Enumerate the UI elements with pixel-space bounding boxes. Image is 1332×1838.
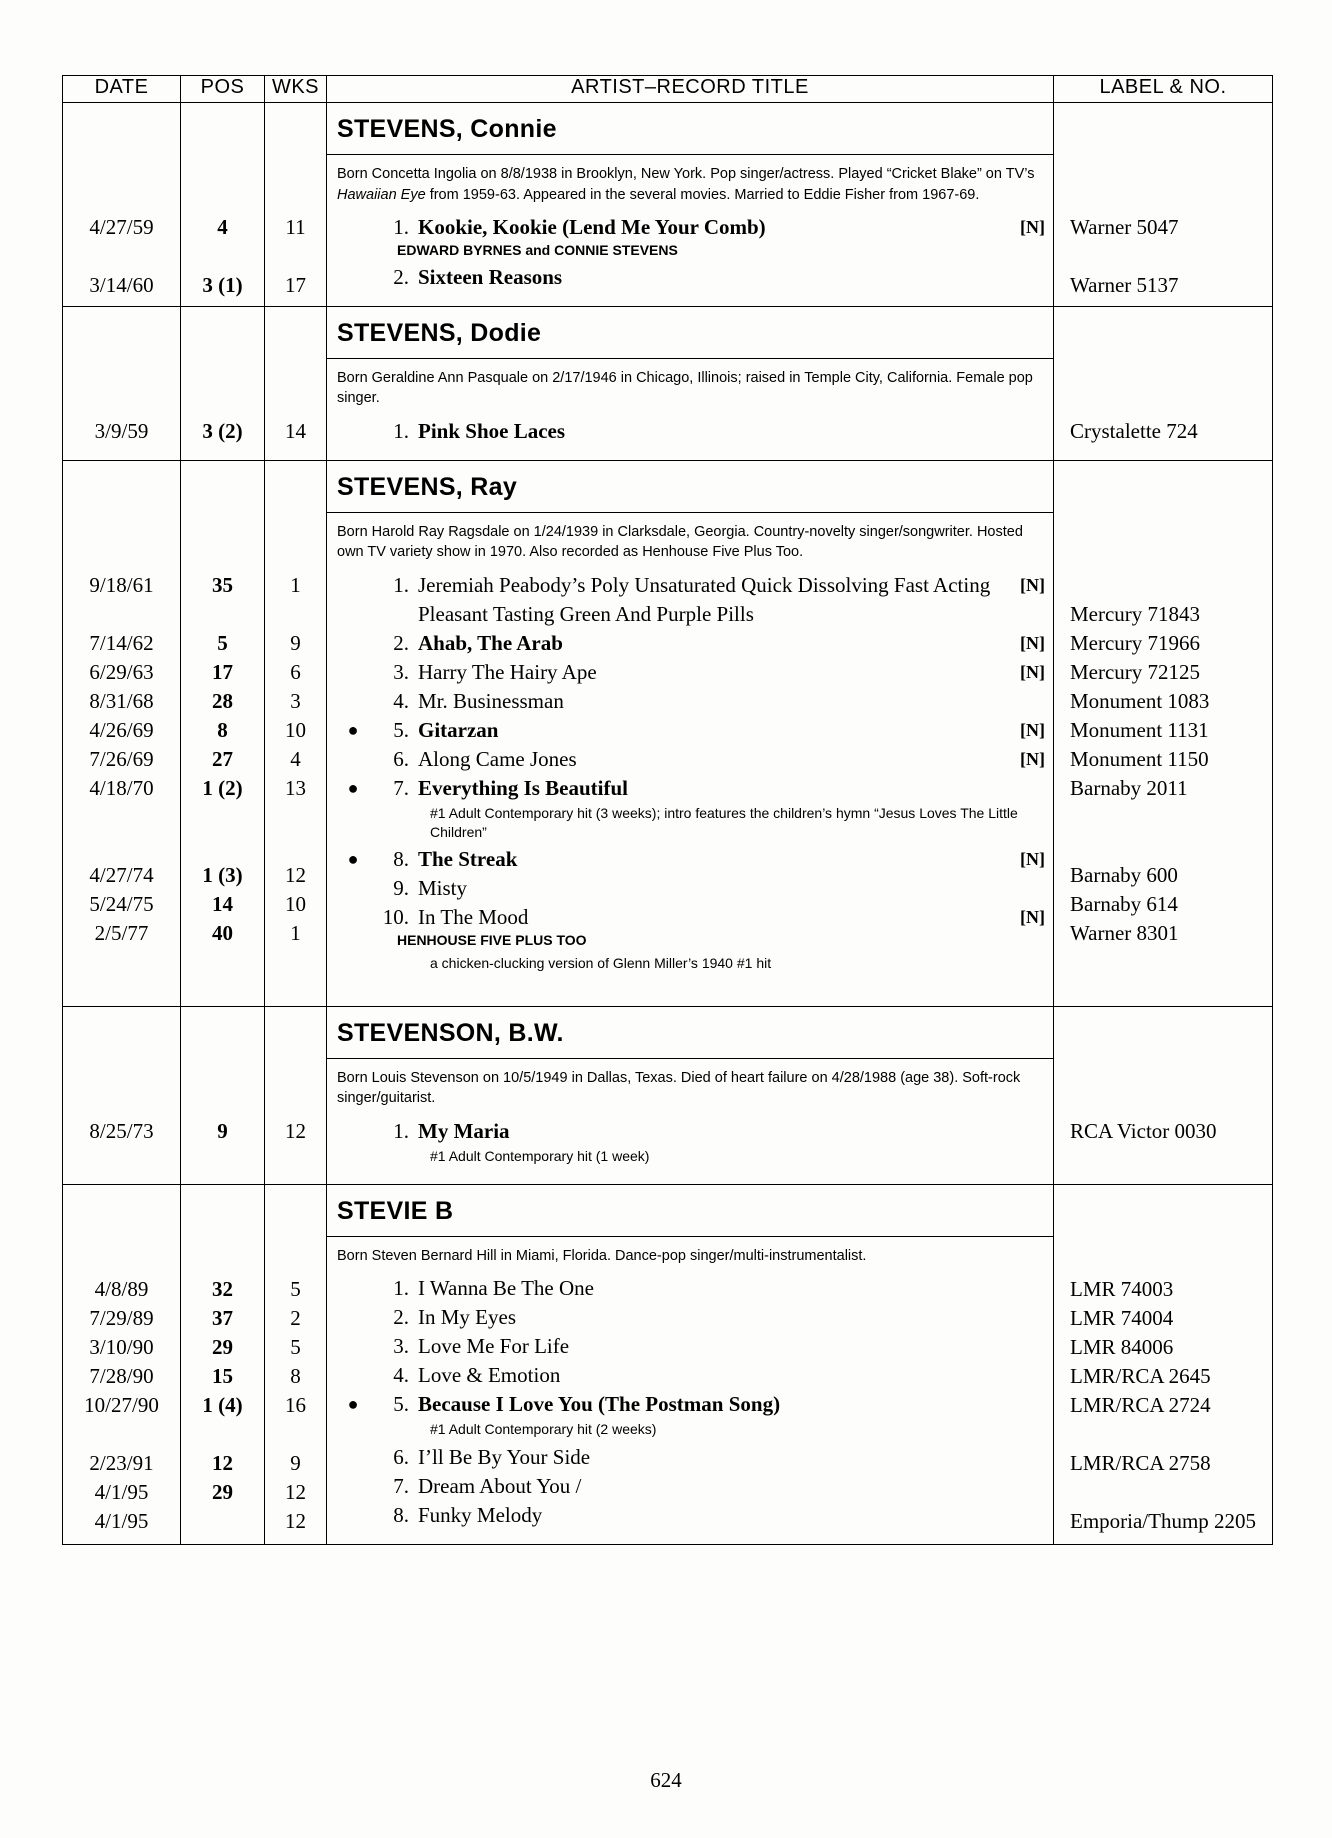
column-offset: [63, 1185, 180, 1275]
label-value: Barnaby 600: [1070, 862, 1178, 887]
pos-value: 32: [212, 1276, 233, 1301]
wks-value: 5: [290, 1276, 301, 1301]
block-spacer: [327, 1170, 1053, 1184]
column-header-pos: POS: [181, 76, 265, 103]
hot-pick-bullet-icon: ●: [347, 849, 359, 870]
pos-cell: [181, 1006, 265, 1184]
artist-bio: Born Harold Ray Ragsdale on 1/24/1939 in Clarksdale, Georgia. Country-novelty singer/songwriter. Hosted own TV variety show in 1970. Also recorded as Henhouse Five Plus Too.: [337, 523, 1023, 561]
wks-value: 8: [290, 1363, 301, 1388]
song-number: 7.: [393, 1473, 409, 1498]
artist-name: STEVENS, Dodie: [327, 307, 1053, 359]
blank-line: [63, 1420, 180, 1449]
song-number: 4.: [393, 1363, 409, 1388]
pos-cell: [181, 1184, 265, 1544]
song-title: [N] Harry The Hairy Ape: [418, 658, 1053, 687]
novelty-tag: [N]: [1020, 217, 1045, 238]
song-number: 2.: [393, 1305, 409, 1330]
song-row: [327, 1501, 1053, 1530]
blank-line: [181, 977, 264, 1006]
wks-value: 10: [285, 717, 306, 742]
wks-value: 12: [285, 1118, 306, 1143]
song-title: Mr. Businessman: [418, 688, 564, 713]
song-list: [327, 1274, 1053, 1530]
song-title: Dream About You /: [418, 1473, 582, 1498]
song-number: 9.: [393, 876, 409, 901]
blank-line: [63, 1146, 180, 1175]
blank-line: [181, 600, 264, 629]
song-row: [327, 1390, 1053, 1419]
wks-value: 9: [290, 1450, 301, 1475]
song-title: Funky Melody: [418, 1502, 543, 1527]
blank-line: [1054, 803, 1272, 832]
song-number: 5.: [393, 717, 409, 742]
song-number: 7.: [393, 775, 409, 800]
date-value: 4/1/95: [94, 1479, 149, 1504]
date-cell: [63, 460, 181, 1006]
wks-value: 1: [290, 572, 301, 597]
song-row: [327, 1117, 1053, 1146]
pos-value: 17: [212, 659, 233, 684]
date-value: 3/10/90: [89, 1334, 154, 1359]
artist-name: STEVIE B: [327, 1185, 1053, 1237]
song-row: [327, 716, 1053, 745]
artist-name: STEVENS, Ray: [327, 461, 1053, 513]
date-value: 7/29/89: [89, 1305, 154, 1330]
song-row: [327, 903, 1053, 932]
blank-line: [1054, 571, 1272, 600]
column-offset: [265, 461, 326, 571]
wks-value: 11: [285, 215, 306, 239]
label-value: LMR 74003: [1070, 1276, 1174, 1301]
date-value: 3/14/60: [89, 273, 154, 297]
wks-value: 3: [290, 688, 301, 713]
blank-line: [63, 977, 180, 1006]
song-row: [327, 629, 1053, 658]
song-row: [327, 774, 1053, 803]
label-value: Warner 5047: [1070, 215, 1179, 239]
blank-line: [1054, 977, 1272, 1006]
song-title: My Maria: [418, 1118, 510, 1143]
song-number: 6.: [393, 1444, 409, 1469]
date-value: 5/24/75: [89, 891, 154, 916]
song-title: [N] Kookie, Kookie (Lend Me Your Comb): [418, 213, 1053, 242]
column-offset: [181, 1185, 264, 1275]
novelty-tag: [N]: [1020, 907, 1045, 928]
column-offset: [181, 461, 264, 571]
blank-line: [181, 832, 264, 861]
song-number: 6.: [393, 746, 409, 771]
label-cell: [1054, 1184, 1273, 1544]
song-title: Misty: [418, 876, 468, 901]
label-cell: [1054, 103, 1273, 307]
song-number: 1.: [393, 215, 409, 240]
song-row: [327, 1472, 1053, 1501]
label-cell: [1054, 306, 1273, 460]
artist-block-row: [63, 1006, 1273, 1184]
pos-value: 35: [212, 572, 233, 597]
wks-value: 5: [290, 1334, 301, 1359]
artist-block-row: [63, 103, 1273, 307]
artist-name: STEVENSON, B.W.: [327, 1007, 1053, 1059]
song-title: Everything Is Beautiful: [418, 775, 629, 800]
artist-bio: Born Louis Stevenson on 10/5/1949 in Dallas, Texas. Died of heart failure on 4/28/1988 (age 38). Soft-rock singer/guitarist.: [337, 1069, 1021, 1107]
blank-line: [181, 803, 264, 832]
label-value: LMR 84006: [1070, 1334, 1174, 1359]
song-list: [327, 1117, 1053, 1170]
pos-cell: [181, 103, 265, 307]
table-header: [63, 76, 1273, 103]
date-value: 4/1/95: [94, 1508, 149, 1533]
pos-value: 40: [212, 920, 233, 945]
wks-cell: [265, 103, 327, 307]
song-number: 2.: [393, 264, 409, 289]
pos-cell: [181, 306, 265, 460]
pos-value: 15: [212, 1363, 233, 1388]
date-value: 4/26/69: [89, 717, 154, 742]
date-cell: [63, 1006, 181, 1184]
blank-line: [63, 242, 180, 271]
song-row: [327, 874, 1053, 903]
song-note: a chicken-clucking version of Glenn Miller’s 1940 #1 hit: [430, 954, 772, 971]
song-row: [327, 1274, 1053, 1303]
wks-value: 2: [290, 1305, 301, 1330]
date-value: 4/18/70: [89, 775, 154, 800]
label-cell: [1054, 1006, 1273, 1184]
wks-cell: [265, 1006, 327, 1184]
label-cell: [1054, 460, 1273, 1006]
billboard-chart-table: [62, 75, 1273, 1545]
song-title: Because I Love You (The Postman Song): [418, 1392, 781, 1417]
blank-line: [63, 948, 180, 977]
blank-line: [181, 1507, 264, 1536]
date-cell: [63, 1184, 181, 1544]
song-title: I Wanna Be The One: [418, 1276, 594, 1301]
wks-value: 10: [285, 891, 306, 916]
blank-line: [63, 832, 180, 861]
pos-value: 5: [217, 630, 228, 655]
label-value: Monument 1131: [1070, 717, 1209, 742]
label-value: Barnaby 614: [1070, 891, 1178, 916]
pos-value: 1 (3): [202, 862, 243, 887]
blank-line: [1054, 242, 1272, 271]
blank-line: [181, 1146, 264, 1175]
label-value: Barnaby 2011: [1070, 775, 1188, 800]
date-value: 2/5/77: [94, 920, 149, 945]
song-title: [N] The Streak: [418, 845, 1053, 874]
blank-line: [265, 600, 326, 629]
artist-title-cell: [327, 306, 1054, 460]
pos-value: 4: [217, 215, 228, 239]
blank-line: [181, 1420, 264, 1449]
artist-title-cell: [327, 103, 1054, 307]
pos-value: 3 (1): [202, 273, 243, 297]
wks-value: 12: [285, 862, 306, 887]
song-number: 1.: [393, 1118, 409, 1143]
hot-pick-bullet-icon: ●: [347, 777, 359, 798]
novelty-tag: [N]: [1020, 574, 1045, 595]
label-value: Monument 1083: [1070, 688, 1210, 713]
column-offset: [1054, 461, 1272, 571]
song-note: #1 Adult Contemporary hit (1 week): [430, 1147, 650, 1164]
song-title: [N] Jeremiah Peabody’s Poly Unsaturated Quick Dissolving Fast Acting Pleasant Tasting Green And Purple Pills: [418, 572, 1045, 626]
blank-line: [63, 803, 180, 832]
label-value: Emporia/Thump 2205: [1070, 1508, 1257, 1533]
song-number: 3.: [393, 659, 409, 684]
credited-artist: HENHOUSE FIVE PLUS TOO: [397, 932, 587, 949]
date-value: 9/18/61: [89, 572, 154, 597]
song-title: I’ll Be By Your Side: [418, 1444, 591, 1469]
date-value: 6/29/63: [89, 659, 154, 684]
artist-bio: Born Steven Bernard Hill in Miami, Florida. Dance-pop singer/multi-instrumentalist.: [337, 1247, 867, 1264]
blank-line: [265, 803, 326, 832]
song-title: Sixteen Reasons: [418, 264, 563, 289]
pos-value: 1 (2): [202, 775, 243, 800]
pos-value: 8: [217, 717, 228, 742]
song-number: 8.: [393, 847, 409, 872]
song-title: Love & Emotion: [418, 1363, 561, 1388]
date-value: 3/9/59: [94, 418, 149, 443]
credited-artist: EDWARD BYRNES and CONNIE STEVENS: [397, 242, 678, 259]
song-row: [327, 745, 1053, 774]
novelty-tag: [N]: [1020, 719, 1045, 740]
label-value: Mercury 71843: [1070, 601, 1201, 626]
date-value: 7/28/90: [89, 1363, 154, 1388]
column-header-label: LABEL & NO.: [1054, 76, 1273, 103]
wks-cell: [265, 1184, 327, 1544]
song-number: 1.: [393, 572, 409, 597]
song-title: [N] In The Mood: [418, 903, 1053, 932]
pos-value: 29: [212, 1479, 233, 1504]
wks-value: 4: [290, 746, 301, 771]
pos-value: 28: [212, 688, 233, 713]
column-header-date: DATE: [63, 76, 181, 103]
blank-line: [265, 242, 326, 271]
wks-value: 13: [285, 775, 306, 800]
blank-line: [1054, 948, 1272, 977]
column-offset: [265, 1185, 326, 1275]
pos-value: 12: [212, 1450, 233, 1475]
wks-value: 12: [285, 1508, 306, 1533]
label-value: LMR/RCA 2758: [1070, 1450, 1211, 1475]
label-value: RCA Victor 0030: [1070, 1118, 1217, 1143]
label-value: LMR 74004: [1070, 1305, 1174, 1330]
song-number: 2.: [393, 630, 409, 655]
wks-value: 9: [290, 630, 301, 655]
label-value: Monument 1150: [1070, 746, 1209, 771]
artist-name: STEVENS, Connie: [327, 103, 1053, 155]
date-value: 8/31/68: [89, 688, 154, 713]
wks-value: 17: [285, 273, 306, 297]
song-list: [327, 571, 1053, 976]
wks-value: 16: [285, 1392, 306, 1417]
song-title: [N] Ahab, The Arab: [418, 629, 1053, 658]
song-row: [327, 687, 1053, 716]
song-number: 1.: [393, 1276, 409, 1301]
date-value: 4/27/74: [89, 862, 154, 887]
song-number: 3.: [393, 1334, 409, 1359]
song-title: [N] Along Came Jones: [418, 745, 1053, 774]
artist-title-cell: [327, 1006, 1054, 1184]
label-value: Warner 8301: [1070, 920, 1179, 945]
novelty-tag: [N]: [1020, 849, 1045, 870]
artist-block-row: [63, 1184, 1273, 1544]
song-note: #1 Adult Contemporary hit (2 weeks): [430, 1421, 657, 1438]
column-offset: [63, 103, 180, 213]
song-title: Love Me For Life: [418, 1334, 570, 1359]
blank-line: [1054, 1146, 1272, 1175]
song-title: Pink Shoe Laces: [418, 418, 566, 443]
label-value: LMR/RCA 2645: [1070, 1363, 1211, 1388]
wks-cell: [265, 460, 327, 1006]
column-offset: [1054, 103, 1272, 213]
song-row: [327, 845, 1053, 874]
date-cell: [63, 103, 181, 307]
pos-cell: [181, 460, 265, 1006]
column-offset: [63, 307, 180, 417]
block-spacer: [327, 292, 1053, 306]
column-offset: [63, 461, 180, 571]
table-header-row: [63, 76, 1273, 103]
block-spacer: [327, 446, 1053, 460]
song-title: In My Eyes: [418, 1305, 516, 1330]
song-row: [327, 658, 1053, 687]
song-number: 8.: [393, 1502, 409, 1527]
blank-line: [181, 242, 264, 271]
column-header-wks: WKS: [265, 76, 327, 103]
column-offset: [265, 307, 326, 417]
song-row: [327, 1361, 1053, 1390]
date-cell: [63, 306, 181, 460]
novelty-tag: [N]: [1020, 661, 1045, 682]
song-number: 1.: [393, 418, 409, 443]
song-row: [327, 1443, 1053, 1472]
label-value: Mercury 72125: [1070, 659, 1201, 684]
block-spacer: [327, 1530, 1053, 1544]
artist-title-cell: [327, 1184, 1054, 1544]
pos-value: 9: [217, 1118, 228, 1143]
song-title: [N] Gitarzan: [418, 716, 1053, 745]
artist-title-cell: [327, 460, 1054, 1006]
date-value: 2/23/91: [89, 1450, 154, 1475]
date-value: 7/14/62: [89, 630, 154, 655]
song-number: 4.: [393, 688, 409, 713]
song-number: 5.: [393, 1392, 409, 1417]
artist-block-row: [63, 306, 1273, 460]
date-value: 7/26/69: [89, 746, 154, 771]
wks-value: 12: [285, 1479, 306, 1504]
date-value: 8/25/73: [89, 1118, 154, 1143]
blank-line: [265, 977, 326, 1006]
pos-value: 1 (4): [202, 1392, 243, 1417]
column-header-title: ARTIST–RECORD TITLE: [327, 76, 1054, 103]
novelty-tag: [N]: [1020, 632, 1045, 653]
song-row: [327, 213, 1053, 242]
wks-cell: [265, 306, 327, 460]
blank-line: [1054, 1478, 1272, 1507]
pos-value: 3 (2): [202, 418, 243, 443]
label-value: Warner 5137: [1070, 273, 1179, 297]
pos-value: 14: [212, 891, 233, 916]
column-offset: [265, 103, 326, 213]
column-offset: [265, 1007, 326, 1117]
label-value: LMR/RCA 2724: [1070, 1392, 1211, 1417]
song-row: [327, 263, 1053, 292]
date-value: 10/27/90: [84, 1392, 159, 1417]
pos-value: 37: [212, 1305, 233, 1330]
song-number: 10.: [382, 905, 409, 930]
blank-line: [265, 1146, 326, 1175]
pos-value: 27: [212, 746, 233, 771]
blank-line: [1054, 1420, 1272, 1449]
song-row: [327, 1332, 1053, 1361]
label-value: Crystalette 724: [1070, 418, 1198, 443]
date-value: 4/8/89: [94, 1276, 149, 1301]
column-offset: [181, 103, 264, 213]
artist-block-row: [63, 460, 1273, 1006]
artist-bio: Born Geraldine Ann Pasquale on 2/17/1946 in Chicago, Illinois; raised in Temple City, California. Female pop singer.: [337, 369, 1033, 407]
wks-value: 14: [285, 418, 306, 443]
wks-value: 6: [290, 659, 301, 684]
column-offset: [1054, 1185, 1272, 1275]
song-row: [327, 1303, 1053, 1332]
pos-value: 29: [212, 1334, 233, 1359]
novelty-tag: [N]: [1020, 748, 1045, 769]
wks-value: 1: [290, 920, 301, 945]
column-offset: [181, 1007, 264, 1117]
blank-line: [63, 600, 180, 629]
blank-line: [181, 948, 264, 977]
table-body: [63, 103, 1273, 1545]
song-list: [327, 213, 1053, 292]
song-note: #1 Adult Contemporary hit (3 weeks); intro features the children’s hymn “Jesus Loves The Little Children”: [430, 804, 1018, 840]
block-spacer: [327, 976, 1053, 990]
column-offset: [63, 1007, 180, 1117]
hot-pick-bullet-icon: ●: [347, 1394, 359, 1415]
blank-line: [265, 948, 326, 977]
label-value: Mercury 71966: [1070, 630, 1201, 655]
artist-bio: Born Concetta Ingolia on 8/8/1938 in Brooklyn, New York. Pop singer/actress. Played “Cricket Blake” on TV’s Hawaiian Eye from 1959-63. Appeared in the several movies. Married to Eddie Fisher from 1967-69.: [337, 166, 1035, 203]
blank-line: [1054, 832, 1272, 861]
date-value: 4/27/59: [89, 215, 154, 239]
column-offset: [181, 307, 264, 417]
hot-pick-bullet-icon: ●: [347, 719, 359, 740]
page-number: 624: [650, 1768, 682, 1792]
blank-line: [265, 1420, 326, 1449]
column-offset: [1054, 1007, 1272, 1117]
column-offset: [1054, 307, 1272, 417]
blank-line: [265, 832, 326, 861]
song-row: [327, 417, 1053, 446]
song-row: [327, 571, 1053, 629]
song-list: [327, 417, 1053, 446]
